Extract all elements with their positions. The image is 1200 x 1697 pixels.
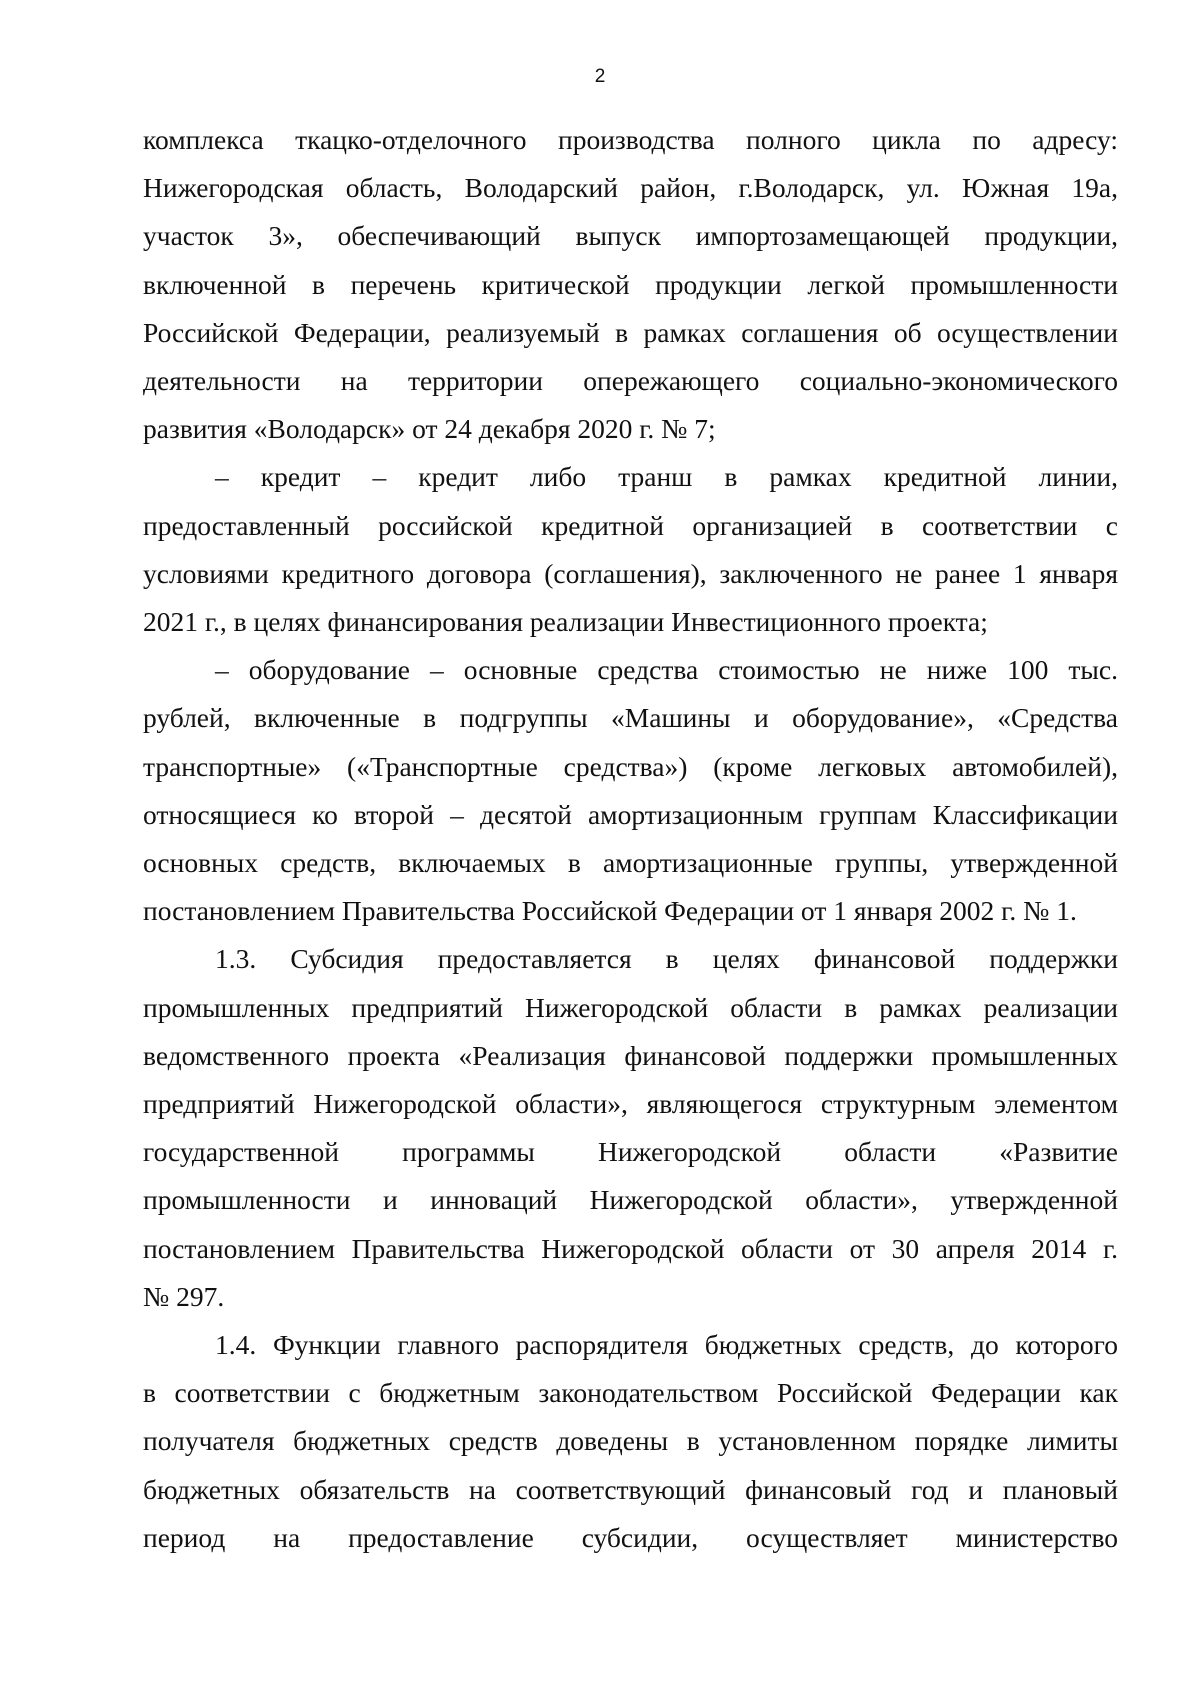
text-line: ведомственного проекта «Реализация финансовой поддержки промышленных <box>143 1039 1118 1071</box>
text-line: Нижегородская область, Володарский район, г.Володарск, ул. Южная 19а, <box>143 172 1118 204</box>
text-line: 2021 г., в целях финансирования реализации Инвестиционного проекта; <box>143 606 988 638</box>
document-body <box>143 116 1118 1562</box>
text-line: комплекса ткацко-отделочного производства полного цикла по адресу: <box>143 124 1118 155</box>
text-line: основных средств, включаемых в амортизационные группы, утвержденной <box>143 847 1118 879</box>
text-line: 1.4. Функции главного распорядителя бюджетных средств, до которого <box>215 1329 1118 1361</box>
text-line: предоставленный российской кредитной организацией в соответствии с <box>143 509 1118 541</box>
text-line: участок 3», обеспечивающий выпуск импортозамещающей продукции, <box>143 220 1118 252</box>
text-line: постановлением Правительства Нижегородской области от 30 апреля 2014 г. <box>143 1232 1118 1264</box>
text-line: предприятий Нижегородской области», являющегося структурным элементом <box>143 1088 1118 1120</box>
page-number: 2 <box>594 66 606 87</box>
text-line: – кредит – кредит либо транш в рамках кредитной линии, <box>215 461 1118 493</box>
text-line: промышленности и инноваций Нижегородской области», утвержденной <box>143 1184 1118 1216</box>
paragraph-continuation <box>143 116 1118 453</box>
paragraph-credit-definition <box>143 453 1118 646</box>
text-line: № 297. <box>143 1280 225 1312</box>
text-line: – оборудование – основные средства стоимостью не ниже 100 тыс. <box>215 654 1118 686</box>
text-line: условиями кредитного договора (соглашения), заключенного не ранее 1 января <box>143 557 1118 589</box>
text-line: 1.3. Субсидия предоставляется в целях финансовой поддержки <box>215 943 1118 975</box>
text-line: промышленных предприятий Нижегородской области в рамках реализации <box>143 991 1118 1023</box>
text-line: рублей, включенные в подгруппы «Машины и оборудование», «Средства <box>143 702 1118 734</box>
paragraph-1-3 <box>143 935 1118 1321</box>
paragraph-1-4 <box>143 1321 1118 1562</box>
text-line: получателя бюджетных средств доведены в установленном порядке лимиты <box>143 1425 1118 1457</box>
text-line: Российской Федерации, реализуемый в рамках соглашения об осуществлении <box>143 316 1118 348</box>
text-line: деятельности на территории опережающего социально-экономического <box>143 365 1118 397</box>
text-line: государственной программы Нижегородской области «Развитие <box>143 1136 1118 1168</box>
text-line: период на предоставление субсидии, осуществляет министерство <box>143 1521 1118 1553</box>
paragraph-equipment-definition <box>143 646 1118 935</box>
text-line: постановлением Правительства Российской Федерации от 1 января 2002 г. № 1. <box>143 895 1077 927</box>
text-line: бюджетных обязательств на соответствующий финансовый год и плановый <box>143 1473 1118 1505</box>
text-line: в соответствии с бюджетным законодательством Российской Федерации как <box>143 1377 1118 1409</box>
text-line: транспортные» («Транспортные средства») (кроме легковых автомобилей), <box>143 750 1118 782</box>
text-line: включенной в перечень критической продукции легкой промышленности <box>143 268 1118 300</box>
text-line: развития «Володарск» от 24 декабря 2020 г. № 7; <box>143 413 716 445</box>
text-line: относящиеся ко второй – десятой амортизационным группам Классификации <box>143 798 1118 830</box>
